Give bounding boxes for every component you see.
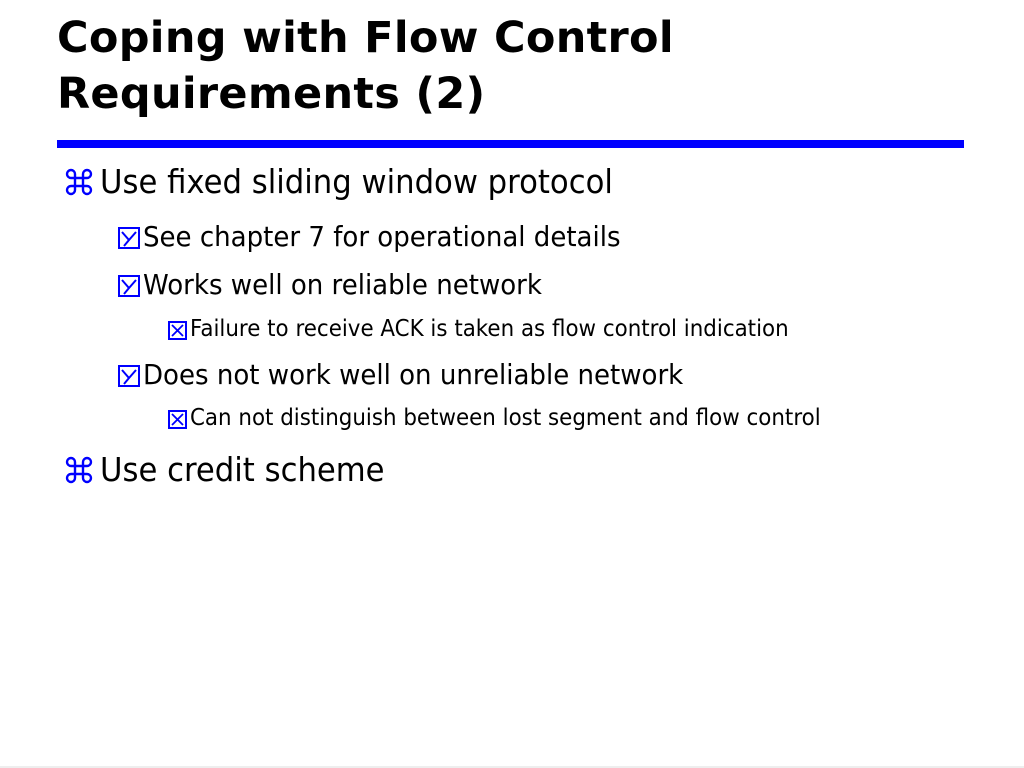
bullet-item bbox=[118, 358, 724, 391]
checkbox-check-icon bbox=[118, 227, 140, 249]
bullet-item bbox=[64, 162, 651, 201]
checkbox-x-icon bbox=[168, 410, 187, 429]
checkbox-check-icon bbox=[118, 275, 140, 297]
bullet-item bbox=[118, 220, 657, 253]
bullet-item bbox=[118, 268, 572, 301]
bullet-text: Does not work well on unreliable network bbox=[143, 358, 684, 391]
checkbox-x-icon bbox=[168, 321, 187, 340]
command-icon bbox=[64, 167, 94, 197]
bullet-item bbox=[64, 450, 406, 489]
bullet-text: Failure to receive ACK is taken as flow control indication bbox=[190, 316, 789, 342]
command-icon bbox=[64, 455, 94, 485]
bullet-text: Can not distinguish between lost segment and flow control bbox=[190, 405, 821, 431]
slide-title: Coping with Flow Control Requirements (2) bbox=[57, 13, 674, 119]
bullet-text: Use fixed sliding window protocol bbox=[100, 162, 613, 201]
bullet-item bbox=[168, 316, 834, 342]
bullet-item bbox=[168, 405, 868, 431]
bullet-text: Works well on reliable network bbox=[143, 268, 542, 301]
checkbox-check-icon bbox=[118, 365, 140, 387]
bullet-text: See chapter 7 for operational details bbox=[143, 220, 621, 253]
bullet-text: Use credit scheme bbox=[100, 450, 385, 489]
